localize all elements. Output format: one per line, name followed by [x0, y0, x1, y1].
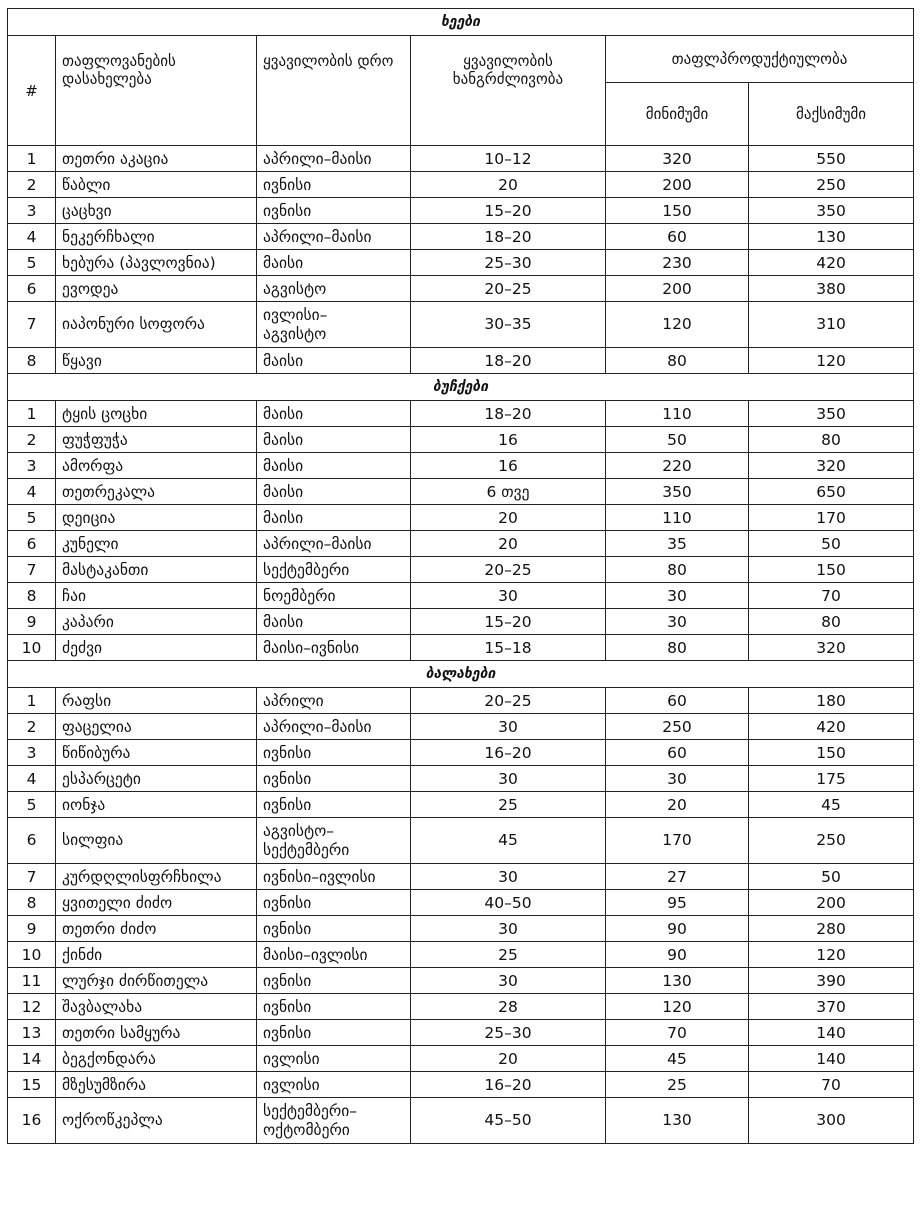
productivity-min: 130	[606, 1098, 749, 1144]
productivity-min: 110	[606, 401, 749, 427]
table-row	[8, 994, 914, 1020]
bloom-duration: 28	[411, 994, 606, 1020]
productivity-max: 420	[749, 714, 914, 740]
productivity-min: 150	[606, 198, 749, 224]
table-row	[8, 198, 914, 224]
row-number: 7	[8, 864, 56, 890]
row-number: 9	[8, 609, 56, 635]
table-row	[8, 172, 914, 198]
productivity-max: 50	[749, 864, 914, 890]
productivity-max: 140	[749, 1020, 914, 1046]
plant-name: წიწიბურა	[56, 740, 257, 766]
table-row	[8, 250, 914, 276]
plant-name: ამორფა	[56, 453, 257, 479]
bloom-duration: 20–25	[411, 557, 606, 583]
section-title: ხეები	[8, 9, 914, 36]
bloom-duration: 30	[411, 583, 606, 609]
row-number: 4	[8, 224, 56, 250]
plant-name: ცაცხვი	[56, 198, 257, 224]
table-row	[8, 1098, 914, 1144]
plant-name: ნეკერჩხალი	[56, 224, 257, 250]
row-number: 13	[8, 1020, 56, 1046]
bloom-duration: 25–30	[411, 250, 606, 276]
row-number: 7	[8, 302, 56, 348]
productivity-min: 30	[606, 766, 749, 792]
productivity-min: 120	[606, 994, 749, 1020]
bloom-duration: 25–30	[411, 1020, 606, 1046]
productivity-max: 150	[749, 557, 914, 583]
row-number: 2	[8, 714, 56, 740]
table-row	[8, 740, 914, 766]
honey-plants-table	[7, 8, 914, 1144]
productivity-max: 70	[749, 583, 914, 609]
bloom-time: მაისი	[257, 453, 411, 479]
bloom-time: ივნისი	[257, 968, 411, 994]
productivity-max: 120	[749, 942, 914, 968]
plant-name: ფაცელია	[56, 714, 257, 740]
bloom-time: აპრილი	[257, 688, 411, 714]
row-number: 9	[8, 916, 56, 942]
table-row	[8, 531, 914, 557]
bloom-duration: 20	[411, 531, 606, 557]
productivity-max: 180	[749, 688, 914, 714]
row-number: 14	[8, 1046, 56, 1072]
productivity-min: 95	[606, 890, 749, 916]
bloom-duration: 18–20	[411, 224, 606, 250]
table-row	[8, 453, 914, 479]
productivity-min: 90	[606, 942, 749, 968]
bloom-time: მაისი	[257, 479, 411, 505]
header-max: მაქსიმუმი	[749, 83, 914, 146]
plant-name: ევოდეა	[56, 276, 257, 302]
productivity-max: 320	[749, 635, 914, 661]
plant-name: ხებურა (პავლოვნია)	[56, 250, 257, 276]
plant-name: დეიცია	[56, 505, 257, 531]
plant-name: ძეძვი	[56, 635, 257, 661]
header-bloom-time: ყვავილობის დრო	[257, 36, 411, 146]
bloom-duration: 30	[411, 968, 606, 994]
header-min: მინიმუმი	[606, 83, 749, 146]
bloom-duration: 30	[411, 864, 606, 890]
row-number: 8	[8, 583, 56, 609]
table-row	[8, 916, 914, 942]
row-number: 3	[8, 198, 56, 224]
section-title: ბალახები	[8, 661, 914, 688]
bloom-time: ივნისი	[257, 916, 411, 942]
productivity-min: 60	[606, 224, 749, 250]
bloom-duration: 20–25	[411, 688, 606, 714]
bloom-duration: 25	[411, 792, 606, 818]
plant-name: ბეგქონდარა	[56, 1046, 257, 1072]
bloom-time: ივნისი	[257, 766, 411, 792]
row-number: 10	[8, 942, 56, 968]
table-row	[8, 348, 914, 374]
plant-name: შავბალახა	[56, 994, 257, 1020]
productivity-min: 90	[606, 916, 749, 942]
productivity-min: 70	[606, 1020, 749, 1046]
bloom-time: აგვისტო	[257, 276, 411, 302]
bloom-duration: 15–18	[411, 635, 606, 661]
bloom-duration: 25	[411, 942, 606, 968]
table-row	[8, 583, 914, 609]
table-body	[8, 9, 914, 1144]
row-number: 3	[8, 453, 56, 479]
bloom-time: მაისი–ივლისი	[257, 942, 411, 968]
bloom-duration: 45–50	[411, 1098, 606, 1144]
productivity-min: 80	[606, 635, 749, 661]
productivity-max: 280	[749, 916, 914, 942]
productivity-max: 120	[749, 348, 914, 374]
row-number: 5	[8, 792, 56, 818]
bloom-time: მაისი	[257, 401, 411, 427]
bloom-time: ივლისი	[257, 1046, 411, 1072]
plant-name: კუნელი	[56, 531, 257, 557]
bloom-time: მაისი	[257, 250, 411, 276]
table-row	[8, 302, 914, 348]
productivity-max: 170	[749, 505, 914, 531]
productivity-max: 550	[749, 146, 914, 172]
bloom-time: ივნისი	[257, 792, 411, 818]
bloom-duration: 30	[411, 916, 606, 942]
productivity-max: 370	[749, 994, 914, 1020]
header-plant-name: თაფლოვანების დასახელება	[56, 36, 257, 146]
plant-name: კაპარი	[56, 609, 257, 635]
productivity-max: 420	[749, 250, 914, 276]
productivity-max: 140	[749, 1046, 914, 1072]
productivity-min: 60	[606, 740, 749, 766]
header-row	[8, 36, 914, 83]
bloom-time: აგვისტო– სექტემბერი	[257, 818, 411, 864]
plant-name: მასტაკანთი	[56, 557, 257, 583]
plant-name: იაპონური სოფორა	[56, 302, 257, 348]
row-number: 2	[8, 172, 56, 198]
plant-name: თეთრეკალა	[56, 479, 257, 505]
header-number: #	[8, 36, 56, 146]
table-row	[8, 609, 914, 635]
bloom-time: ივნისი	[257, 172, 411, 198]
row-number: 3	[8, 740, 56, 766]
productivity-min: 30	[606, 609, 749, 635]
plant-name: რაფსი	[56, 688, 257, 714]
productivity-max: 380	[749, 276, 914, 302]
table-row	[8, 557, 914, 583]
productivity-max: 350	[749, 401, 914, 427]
productivity-min: 45	[606, 1046, 749, 1072]
table-row	[8, 427, 914, 453]
section-row	[8, 9, 914, 36]
plant-name: მზესუმზირა	[56, 1072, 257, 1098]
bloom-duration: 20	[411, 505, 606, 531]
productivity-min: 50	[606, 427, 749, 453]
productivity-max: 150	[749, 740, 914, 766]
table-row	[8, 1020, 914, 1046]
bloom-time: აპრილი–მაისი	[257, 714, 411, 740]
productivity-min: 110	[606, 505, 749, 531]
bloom-duration: 20–25	[411, 276, 606, 302]
row-number: 4	[8, 766, 56, 792]
bloom-duration: 16	[411, 453, 606, 479]
table-row	[8, 890, 914, 916]
row-number: 4	[8, 479, 56, 505]
plant-name: ქინძი	[56, 942, 257, 968]
row-number: 16	[8, 1098, 56, 1144]
productivity-min: 130	[606, 968, 749, 994]
bloom-duration: 30	[411, 766, 606, 792]
bloom-duration: 15–20	[411, 609, 606, 635]
productivity-min: 250	[606, 714, 749, 740]
productivity-min: 80	[606, 557, 749, 583]
plant-name: თეთრი ძიძო	[56, 916, 257, 942]
table-row	[8, 688, 914, 714]
productivity-max: 320	[749, 453, 914, 479]
productivity-max: 390	[749, 968, 914, 994]
row-number: 5	[8, 250, 56, 276]
table-row	[8, 1072, 914, 1098]
productivity-min: 170	[606, 818, 749, 864]
plant-name: წყავი	[56, 348, 257, 374]
table-row	[8, 1046, 914, 1072]
bloom-duration: 16	[411, 427, 606, 453]
row-number: 6	[8, 531, 56, 557]
section-row	[8, 661, 914, 688]
plant-name: ტყის ცოცხი	[56, 401, 257, 427]
table-row	[8, 146, 914, 172]
section-row	[8, 374, 914, 401]
header-productivity: თაფლპროდუქტიულობა	[606, 36, 914, 83]
bloom-duration: 18–20	[411, 401, 606, 427]
bloom-duration: 40–50	[411, 890, 606, 916]
bloom-time: აპრილი–მაისი	[257, 146, 411, 172]
plant-name: თეთრი სამყურა	[56, 1020, 257, 1046]
bloom-duration: 30	[411, 714, 606, 740]
bloom-duration: 16–20	[411, 1072, 606, 1098]
productivity-max: 200	[749, 890, 914, 916]
row-number: 8	[8, 890, 56, 916]
plant-name: წაბლი	[56, 172, 257, 198]
bloom-time: ივნისი	[257, 740, 411, 766]
productivity-max: 80	[749, 427, 914, 453]
productivity-max: 300	[749, 1098, 914, 1144]
row-number: 1	[8, 401, 56, 427]
bloom-time: მაისი	[257, 427, 411, 453]
table-row	[8, 942, 914, 968]
productivity-min: 350	[606, 479, 749, 505]
row-number: 7	[8, 557, 56, 583]
row-number: 6	[8, 276, 56, 302]
productivity-max: 175	[749, 766, 914, 792]
bloom-time: ივლისი	[257, 1072, 411, 1098]
productivity-min: 60	[606, 688, 749, 714]
productivity-min: 230	[606, 250, 749, 276]
bloom-time: ივნისი	[257, 198, 411, 224]
productivity-max: 50	[749, 531, 914, 557]
productivity-max: 80	[749, 609, 914, 635]
table-row	[8, 818, 914, 864]
bloom-time: ივნისი	[257, 1020, 411, 1046]
bloom-duration: 20	[411, 1046, 606, 1072]
plant-name: ოქროწკეპლა	[56, 1098, 257, 1144]
table-row	[8, 224, 914, 250]
bloom-duration: 18–20	[411, 348, 606, 374]
bloom-duration: 30–35	[411, 302, 606, 348]
bloom-time: მაისი–ივნისი	[257, 635, 411, 661]
bloom-duration: 6 თვე	[411, 479, 606, 505]
table-row	[8, 479, 914, 505]
bloom-time: სექტემბერი	[257, 557, 411, 583]
table-row	[8, 714, 914, 740]
productivity-min: 200	[606, 276, 749, 302]
bloom-time: აპრილი–მაისი	[257, 531, 411, 557]
productivity-max: 70	[749, 1072, 914, 1098]
productivity-min: 220	[606, 453, 749, 479]
header-bloom-duration: ყვავილობის ხანგრძლივობა	[411, 36, 606, 146]
bloom-time: ივნისი–ივლისი	[257, 864, 411, 890]
bloom-time: აპრილი–მაისი	[257, 224, 411, 250]
row-number: 15	[8, 1072, 56, 1098]
plant-name: ესპარცეტი	[56, 766, 257, 792]
bloom-duration: 16–20	[411, 740, 606, 766]
table-row	[8, 505, 914, 531]
plant-name: სილფია	[56, 818, 257, 864]
productivity-min: 320	[606, 146, 749, 172]
bloom-duration: 15–20	[411, 198, 606, 224]
row-number: 5	[8, 505, 56, 531]
plant-name: ჩაი	[56, 583, 257, 609]
plant-name: კურდღლისფრჩხილა	[56, 864, 257, 890]
plant-name: იონჯა	[56, 792, 257, 818]
section-title: ბუჩქები	[8, 374, 914, 401]
productivity-min: 20	[606, 792, 749, 818]
bloom-time: სექტემბერი– ოქტომბერი	[257, 1098, 411, 1144]
bloom-duration: 45	[411, 818, 606, 864]
bloom-time: ივნისი	[257, 994, 411, 1020]
bloom-time: ნოემბერი	[257, 583, 411, 609]
productivity-min: 35	[606, 531, 749, 557]
productivity-max: 310	[749, 302, 914, 348]
table-row	[8, 792, 914, 818]
table-row	[8, 766, 914, 792]
productivity-max: 650	[749, 479, 914, 505]
productivity-min: 30	[606, 583, 749, 609]
table-row	[8, 864, 914, 890]
row-number: 12	[8, 994, 56, 1020]
productivity-min: 80	[606, 348, 749, 374]
row-number: 1	[8, 146, 56, 172]
table-row	[8, 635, 914, 661]
plant-name: ყვითელი ძიძო	[56, 890, 257, 916]
bloom-time: მაისი	[257, 609, 411, 635]
row-number: 10	[8, 635, 56, 661]
plant-name: ფუჭფუჭა	[56, 427, 257, 453]
table-row	[8, 276, 914, 302]
bloom-time: მაისი	[257, 505, 411, 531]
productivity-max: 250	[749, 172, 914, 198]
productivity-min: 200	[606, 172, 749, 198]
plant-name: ლურჯი ძირწითელა	[56, 968, 257, 994]
productivity-min: 27	[606, 864, 749, 890]
plant-name: თეთრი აკაცია	[56, 146, 257, 172]
productivity-max: 130	[749, 224, 914, 250]
productivity-max: 350	[749, 198, 914, 224]
row-number: 2	[8, 427, 56, 453]
bloom-time: ივლისი– აგვისტო	[257, 302, 411, 348]
table-row	[8, 401, 914, 427]
bloom-duration: 20	[411, 172, 606, 198]
row-number: 11	[8, 968, 56, 994]
bloom-duration: 10–12	[411, 146, 606, 172]
row-number: 1	[8, 688, 56, 714]
table-row	[8, 968, 914, 994]
productivity-max: 250	[749, 818, 914, 864]
row-number: 6	[8, 818, 56, 864]
bloom-time: ივნისი	[257, 890, 411, 916]
productivity-min: 25	[606, 1072, 749, 1098]
row-number: 8	[8, 348, 56, 374]
productivity-max: 45	[749, 792, 914, 818]
bloom-time: მაისი	[257, 348, 411, 374]
productivity-min: 120	[606, 302, 749, 348]
